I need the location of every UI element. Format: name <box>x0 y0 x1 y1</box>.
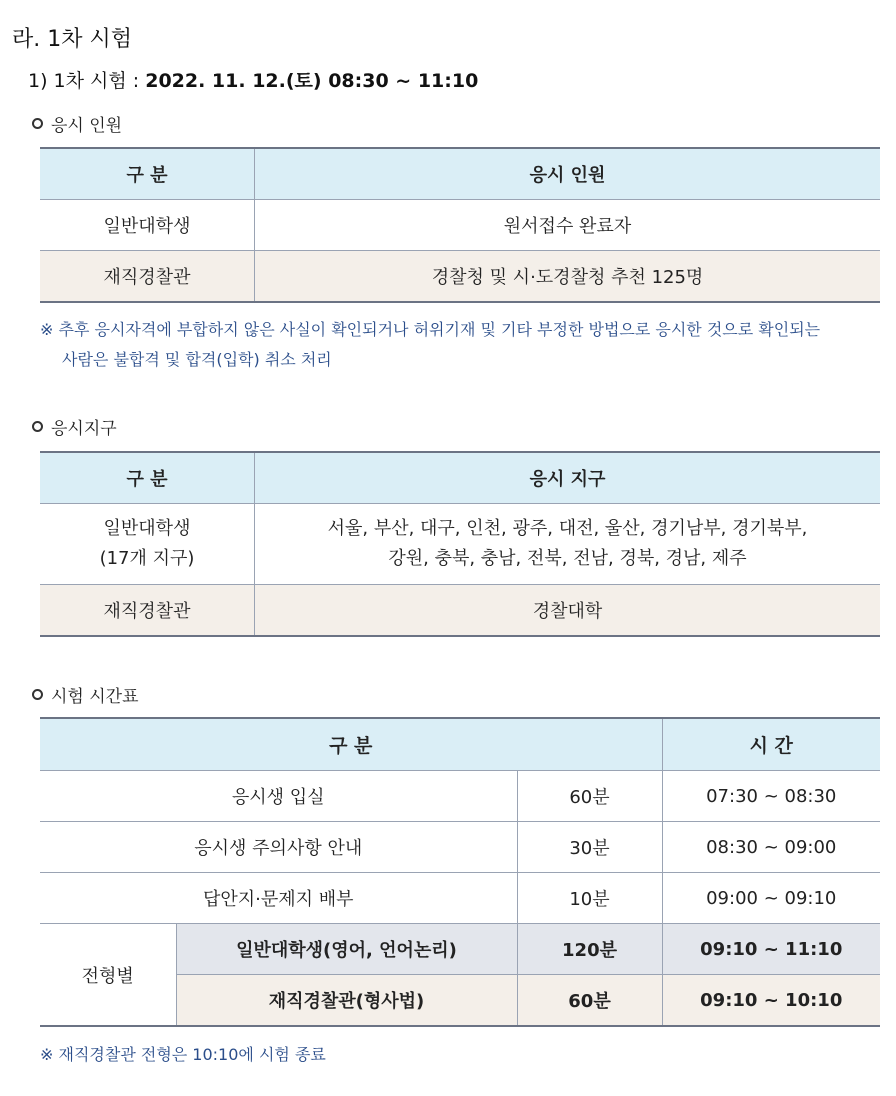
table-cell: 10분 <box>517 873 662 924</box>
table-cell: 09:10 ~ 11:10 <box>662 924 880 975</box>
table-header-cell: 구 분 <box>40 718 662 771</box>
table-header-cell: 구 분 <box>40 148 255 200</box>
table-header-cell: 응시 인원 <box>255 148 881 200</box>
table-row <box>40 822 880 873</box>
table-cell: 09:10 ~ 10:10 <box>662 975 880 1027</box>
applicants-heading <box>32 111 122 136</box>
table-cell: 재직경찰관 <box>40 585 255 637</box>
circle-bullet-icon <box>32 689 43 700</box>
table-cell: 일반대학생 <box>40 200 255 251</box>
table-row <box>40 924 880 975</box>
table-cell <box>255 504 881 585</box>
table-row <box>40 585 880 637</box>
cell-line: 서울, 부산, 대구, 인천, 광주, 대전, 울산, 경기남부, 경기북부, <box>327 518 808 539</box>
districts-heading <box>32 414 117 439</box>
table-cell <box>40 504 255 585</box>
table-cell: 답안지·문제지 배부 <box>40 873 517 924</box>
exam-date-line <box>28 66 478 93</box>
table-cell: 응시생 입실 <box>40 771 517 822</box>
table-cell: 응시생 주의사항 안내 <box>40 822 517 873</box>
table-row <box>40 504 880 585</box>
table-cell: 재직경찰관(형사법) <box>176 975 517 1027</box>
table-row <box>40 200 880 251</box>
table-header-row <box>40 452 880 504</box>
group-label-cell: 전형별 <box>40 924 176 1027</box>
table-cell: 경찰대학 <box>255 585 881 637</box>
exam-date-value: 2022. 11. 12.(토) 08:30 ~ 11:10 <box>145 70 479 92</box>
disqualification-note <box>40 315 820 375</box>
table-cell: 일반대학생(영어, 언어논리) <box>176 924 517 975</box>
table-cell: 경찰청 및 시·도경찰청 추천 125명 <box>255 251 881 303</box>
table-cell: 60분 <box>517 771 662 822</box>
table-header-cell: 시 간 <box>662 718 880 771</box>
schedule-heading-text: 시험 시간표 <box>51 687 139 707</box>
table-cell: 원서접수 완료자 <box>255 200 881 251</box>
table-cell: 09:00 ~ 09:10 <box>662 873 880 924</box>
end-time-note: ※ 재직경찰관 전형은 10:10에 시험 종료 <box>40 1045 326 1064</box>
table-header-row <box>40 718 880 771</box>
exam-date-prefix: 1) 1차 시험 : <box>28 70 146 92</box>
note-line: ※ 추후 응시자격에 부합하지 않은 사실이 확인되거나 허위기재 및 기타 부정한 방법으로 응시한 것으로 확인되는 <box>40 320 821 339</box>
section-title: 라. 1차 시험 <box>12 27 132 52</box>
circle-bullet-icon <box>32 118 43 129</box>
applicants-table <box>40 147 880 303</box>
districts-heading-text: 응시지구 <box>51 419 117 439</box>
table-row <box>40 251 880 303</box>
cell-line: 일반대학생 <box>103 518 191 539</box>
table-cell: 07:30 ~ 08:30 <box>662 771 880 822</box>
cell-line: 강원, 충북, 충남, 전북, 전남, 경북, 경남, 제주 <box>388 548 747 569</box>
note-line: 사람은 불합격 및 합격(입학) 취소 처리 <box>62 350 332 369</box>
cell-line: (17개 지구) <box>99 548 195 569</box>
table-row <box>40 873 880 924</box>
table-cell: 30분 <box>517 822 662 873</box>
circle-bullet-icon <box>32 421 43 432</box>
table-header-cell: 응시 지구 <box>255 452 881 504</box>
districts-table <box>40 451 880 637</box>
table-cell: 120분 <box>517 924 662 975</box>
schedule-heading <box>32 682 139 707</box>
table-cell: 60분 <box>517 975 662 1027</box>
applicants-heading-text: 응시 인원 <box>51 116 123 136</box>
table-header-cell: 구 분 <box>40 452 255 504</box>
table-header-row <box>40 148 880 200</box>
table-row <box>40 771 880 822</box>
table-cell: 08:30 ~ 09:00 <box>662 822 880 873</box>
table-cell: 재직경찰관 <box>40 251 255 303</box>
schedule-table <box>40 717 880 1027</box>
